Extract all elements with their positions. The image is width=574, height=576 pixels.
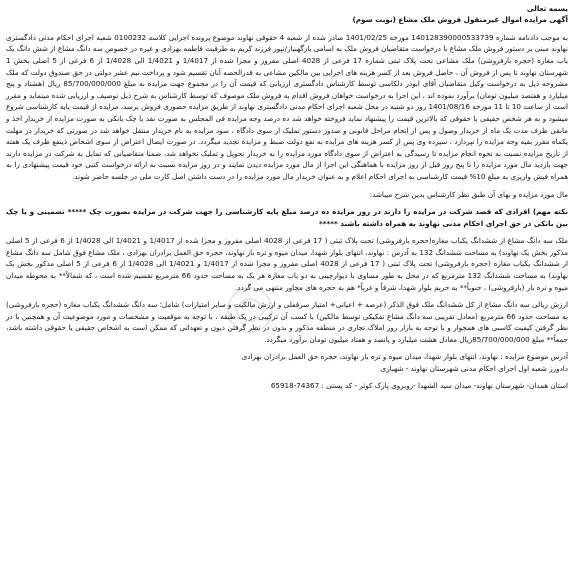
property-description: ملک سه دانگ مشاع از ششدانگ یکباب مغازه(حجره بارفروشی) تحت پلاک ثبتی ( 17 فرعی از 4028 اصلی مفروز و مجزا شده از 1/4017 و 1/4021 الی 1/4028 از 6 فرعی از 5 اصلی مذکور بخش یک نهاوند) به مساحت ششدانگ 132 به آدرس : نهاوند، انتهای بلوار شهدا، میدان میوه و تره بار نهاوند، حجره حق العمل برادران بهزادی ، ملک مشاع فوق شامل سه دانگ مشاع از ششدانگ یکباب مغازه (حجره بارفروشی) تحت پلاک ثبتی ( 17 فرعی از 4028 اصلی مفروز و مجزا شده از 1/4017 و 1/4021 الی 1/4028 از 6 فرعی از 5 اصلی مذکور بخش یک نهاوند) به مساحت ششدانگ 132 مترمربع که در محل به طور مساوی با دیوارچینی به دو باب مغازه هر یک به مساحت حدود 66 مترمربع تقسیم شده است ، که شمالاً** به محوطه میدان میوه و تره بار (بارفروشی) ، جنوباً** به حریم بلوار شهدا، شرقاً و غرباً* هم به حجره های مجاور منتهی می گردد. (6, 236, 568, 292)
basmala: بسمه تعالی (526, 4, 568, 13)
signature-line: دادورز شعبه اول اجرای احکام مدنی شهرستان نهاوند - شهبازی (380, 363, 568, 373)
intro-paragraph: به موجب دادنامه شماره 140128390000533739 مورخه 1401/02/25 صادر شده از شعبه 4 حقوقی نهاوند موضوع پرونده اجرایی کلاسه 0100232 شعبه اجرای احکام مدنی دادگستری نهاوند مبنی بر دستور فروش ملک مشاع با درخواست متقاضیان فروش ملک به اسامی بارگهنیاز/نپور فرزند کریم به طرفیت فاطمه بهزادی و غیره در خصوص سه دانگ مشاع از شش دانگ یک باب مغازه (حجره بارفروشی) ملک مشاعی تحت پلاک ثبتی شماره 17 فرعی از 4028 اصلی مفروز و مجزا شده از 1/4017 و 1/4021 الی 1/4028 از 6 فرعی از 5 اصلی بخش 1 شهرستان نهاوند تا پس از فروش آن ، حاصل فروش بعد از کسر هزینه های اجرایی بین مالکین مشاعی به قدرالحصه آنان تقسیم شود و پرداخت نیم عشر دولتی در حق صندوق دولت که ملک مشروحه ذیل به درخواست وکیل متقاضیان آقای ابوذر دلکاسی توسط کارشناس دادگستری ارزیابی که قیمت آن را در مجموع جهت مزایده به مبلغ 85/700/000/000 ریال (هشتاد و پنج میلیارد و هفتصد میلیون تومان) برآورد نموده اند ، این اجرا به درخواست خواهان فروش اقدام به فروش ملک موصوف که توسط کارشناس به شرح ذیل توصیف و ارزیابی شده مینماید و مقرر است از ساعت 10 تا 11 مورخه 1401/08/16 روز دو شنبه در محل شعبه اجرای احکام مدنی دادگستری نهاوند از طریق مزایده حضوری فروش برسد، مزایده از قیمت پایه کارشناسی شروع میشود و به هر شخص حقیقی یا حقوقی که بالاترین قیمت را پیشنهاد نماید فروخته خواهد شد ده درصد وجه مزایده فی المجلس به صورت نقد یا چک بانکی به صورت مزایده از خریدار اخذ و مابقی ظرف مدت یک ماه از خریدار وصول و پس از انجام مراحل قانونی و صدور دستور تملیک از سوی دادگاه ، سود مزایده به نام خریدار منتقل خواهد شد در صورتی که خریدار در مهلت یکماه مقرر بقیه وجه مزایده را نپردازد ، سپرده وی پس از کسر هزینه های مزایده به نفع دولت ضبط و مزایده تجدید میگردد. در صورت ایصال اعتراض از سوی اشخاص ذینفع ظرف یک هفته از تاریخ مزایده نسبت به نحوه انجام مزایده تا رسیدگی به اعتراض از سوی دادگاه مورد مزایده را به خریدار تحویل و تملیک نخواهد شد، ضمنا متقاضیانی که تمایل به شرکت در مزایده دارند جهت بازدید مال مورد مزایده را تا پنج روز قبل از روز مزایده با هماهنگی این اجرا از مال مورد مزایده دیدن نمایند و در روز مزایده نسبت به ارائه درخواست کتبی خود قیمت پیشنهادی را به همراه فیش واریزی به مبلغ 10% قیمت کارشناسی به اجرای احکام اعلام و به عنوان خریدار مال مورد مزایده را در دست داشتن اصل کارت ملی در جلسه حاضر شوند. (6, 32, 569, 181)
auction-address: آدرس موضوع مزایده : نهاوند، انتهای بلوار شهدا، میدان میوه و تره بار نهاوند، حجره حق العمل برادران بهزادی (241, 352, 568, 362)
spec-heading: مال مورد مزایده و بهای آن طبق نظر کارشناس بدین شرح میباشد: (369, 189, 568, 199)
notice-title: آگهی مزایده اموال غیرمنقول فروش ملک مشاع (نوبت سوم) (352, 15, 568, 25)
important-note: نکته مهم) افرادی که قصد شرکت در مزایده را دارند در روز مزایده ده درصد مبلغ پایه کارشناسی را جهت شرکت در مزایده بصورت چک ***** تضمینی و یا چک بین بانکی در حق اجرای احکام مدنی نهاوند به همراه داشته باشند ***** (6, 206, 568, 228)
office-address-footer: استان همدان- شهرستان نهاوند- میدان سید الشهدا -روبروی پارک کوثر - کد پستی : 74367-65918 (270, 381, 568, 391)
valuation-paragraph: ارزش ریالی سه دانگ مشاع از کل ششدانگ ملک فوق الذکر (عرصه + اعیانی+ امتیاز سرقفلی و ارزش مالکیت و سایر امتیازات) شامل؛ سه دانگ ششدانگ یکباب مغازه (حجره بارفروشی) به مساحت حدود 66 مترمربع (معادل تقریبی سه دانگ مشاع تفکیکی توسط مالکین) با کسب آن ترکیبی در یک طبقه ، با توجه به موقعیت و مشخصات و مورد موضوعیت آن و همچنین با در نظر گرفتن کیفیت کاسبی های همجوار و با توجه به بازار روز املاک تجاری در منطقه مذکور و بدون در نظر گرفتن دیون و تعهداتی که ممکن است به اشخاص حقیقی یا حقوقی داشته باشد، جمعاً** مبلغ 85/700/000/000ریال معادل هشت میلیارد و پانصد و هفتاد میلیون تومان برآورد میگردد. (6, 300, 568, 344)
